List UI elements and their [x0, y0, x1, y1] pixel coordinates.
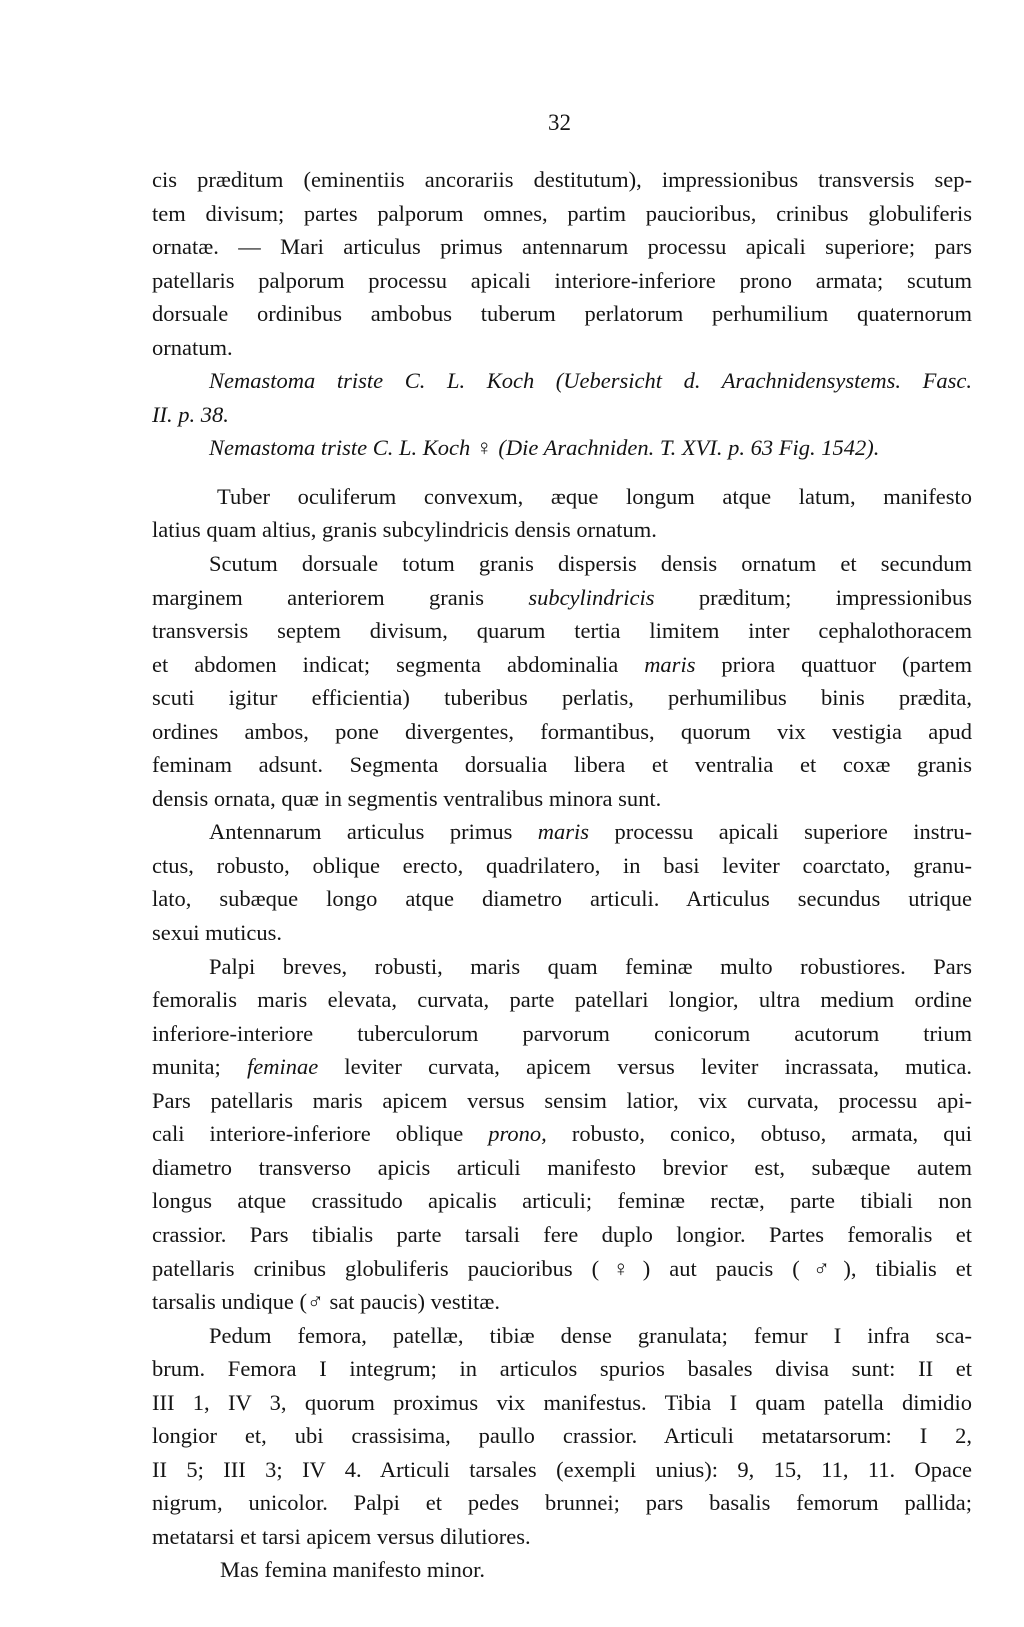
text-line: Palpi breves, robusti, maris quam feminæ multo robustiores. Pars — [209, 953, 972, 979]
citation-line — [152, 364, 972, 398]
text-line: Mas femina manifesto minor. — [220, 1557, 485, 1583]
citation-text: II. p. 38. — [152, 401, 229, 427]
text-line: et abdomen indicat; segmenta abdominalia maris priora quattuor (partem — [152, 651, 973, 677]
text-line: Antennarum articulus primus maris processu apicali superiore instru- — [209, 819, 973, 845]
text-line: Tuber oculiferum convexum, æque longum atque latum, manifesto — [217, 483, 972, 509]
text-line: tem divisum; partes palporum omnes, partim paucioribus, crinibus globuliferis — [152, 200, 972, 226]
citation-line — [152, 398, 972, 432]
text-line: II 5; III 3; IV 4. Articuli tarsales (exempli unius): 9, 15, 11, 11. Opace — [152, 1456, 972, 1482]
text-line: Pedum femora, patellæ, tibiæ dense granulata; femur I infra sca- — [209, 1322, 972, 1348]
text-line: ctus, robusto, oblique erecto, quadrilatero, in basi leviter coarctato, granu- — [152, 852, 972, 878]
text-line: transversis septem divisum, quarum tertia limitem inter cephalothoracem — [152, 618, 972, 644]
text-line: patellaris palporum processu apicali interiore-inferiore prono armata; scutum — [152, 267, 972, 293]
text-line: nigrum, unicolor. Palpi et pedes brunnei; pars basalis femorum pallida; — [152, 1490, 972, 1516]
citation-line — [152, 431, 972, 465]
text-line: III 1, IV 3, quorum proximus vix manifestus. Tibia I quam patella dimidio — [152, 1389, 972, 1415]
text-line: longior et, ubi crassisima, paullo crassior. Articuli metatarsorum: I 2, — [152, 1423, 972, 1449]
text-line: ordines ambos, pone divergentes, formantibus, quorum vix vestigia apud — [152, 718, 972, 744]
text-line: sexui muticus. — [152, 920, 282, 946]
text-line: lato, subæque longo atque diametro articuli. Articulus secundus utrique — [152, 886, 972, 912]
text-line: inferiore-interiore tuberculorum parvorum conicorum acutorum trium — [152, 1020, 972, 1046]
text-line: scuti igitur efficientia) tuberibus perlatis, perhumilibus binis prædita, — [152, 685, 972, 711]
text-line: longus atque crassitudo apicalis articuli; feminæ rectæ, parte tibiali non — [152, 1188, 972, 1214]
text-line: latius quam altius, granis subcylindricis densis ornatum. — [152, 517, 657, 543]
page-number: 32 — [548, 110, 571, 135]
text-line: ornatæ. — Mari articulus primus antennarum processu apicali superiore; pars — [152, 234, 972, 260]
citation-text: Nemastoma triste C. L. Koch (Uebersicht d. Arachnidensystems. Fasc. — [209, 368, 972, 394]
text-line: feminam adsunt. Segmenta dorsualia libera et ventralia et coxæ granis — [152, 752, 972, 778]
text-line: diametro transverso apicis articuli manifesto brevior est, subæque autem — [152, 1154, 972, 1180]
italic-word: subcylindricis — [528, 584, 655, 610]
text-line: patellaris crinibus globuliferis paucioribus (♀) aut paucis (♂), tibialis et — [152, 1255, 972, 1281]
italic-word: feminae — [246, 1054, 319, 1080]
text-line: cali interiore-inferiore oblique prono, robusto, conico, obtuso, armata, qui — [152, 1121, 972, 1147]
text-line: cis præditum (eminentiis ancorariis destitutum), impressionibus transversis sep- — [152, 167, 972, 192]
text-line: ornatum. — [152, 334, 233, 360]
text-line: munita; feminae leviter curvata, apicem versus leviter incrassata, mutica. — [152, 1054, 972, 1080]
text-line: dorsuale ordinibus ambobus tuberum perlatorum perhumilium quaternorum — [152, 301, 972, 327]
citation-text: Nemastoma triste C. L. Koch ♀ (Die Arachniden. T. XVI. p. 63 Fig. 1542). — [209, 435, 880, 461]
italic-word: prono, — [488, 1121, 547, 1147]
body-text — [152, 163, 972, 1587]
text-line: tarsalis undique (♂ sat paucis) vestitæ. — [152, 1289, 501, 1315]
text-line: metatarsi et tarsi apicem versus dilutiores. — [152, 1523, 531, 1549]
text-line: densis ornata, quæ in segmentis ventralibus minora sunt. — [152, 785, 662, 811]
text-line: crassior. Pars tibialis parte tarsali fere duplo longior. Partes femoralis et — [152, 1221, 972, 1247]
text-line: Pars patellaris maris apicem versus sensim latior, vix curvata, processu api- — [152, 1087, 972, 1113]
italic-word: maris — [644, 651, 696, 677]
text-line: brum. Femora I integrum; in articulos spurios basales divisa sunt: II et — [152, 1356, 972, 1382]
italic-word: maris — [537, 819, 590, 845]
text-line: femoralis maris elevata, curvata, parte patellari longior, ultra medium ordine — [152, 987, 972, 1013]
text-line: marginem anteriorem granis subcylindricis præditum; impressionibus — [152, 584, 973, 610]
text-line: Scutum dorsuale totum granis dispersis densis ornatum et secundum — [209, 551, 972, 577]
